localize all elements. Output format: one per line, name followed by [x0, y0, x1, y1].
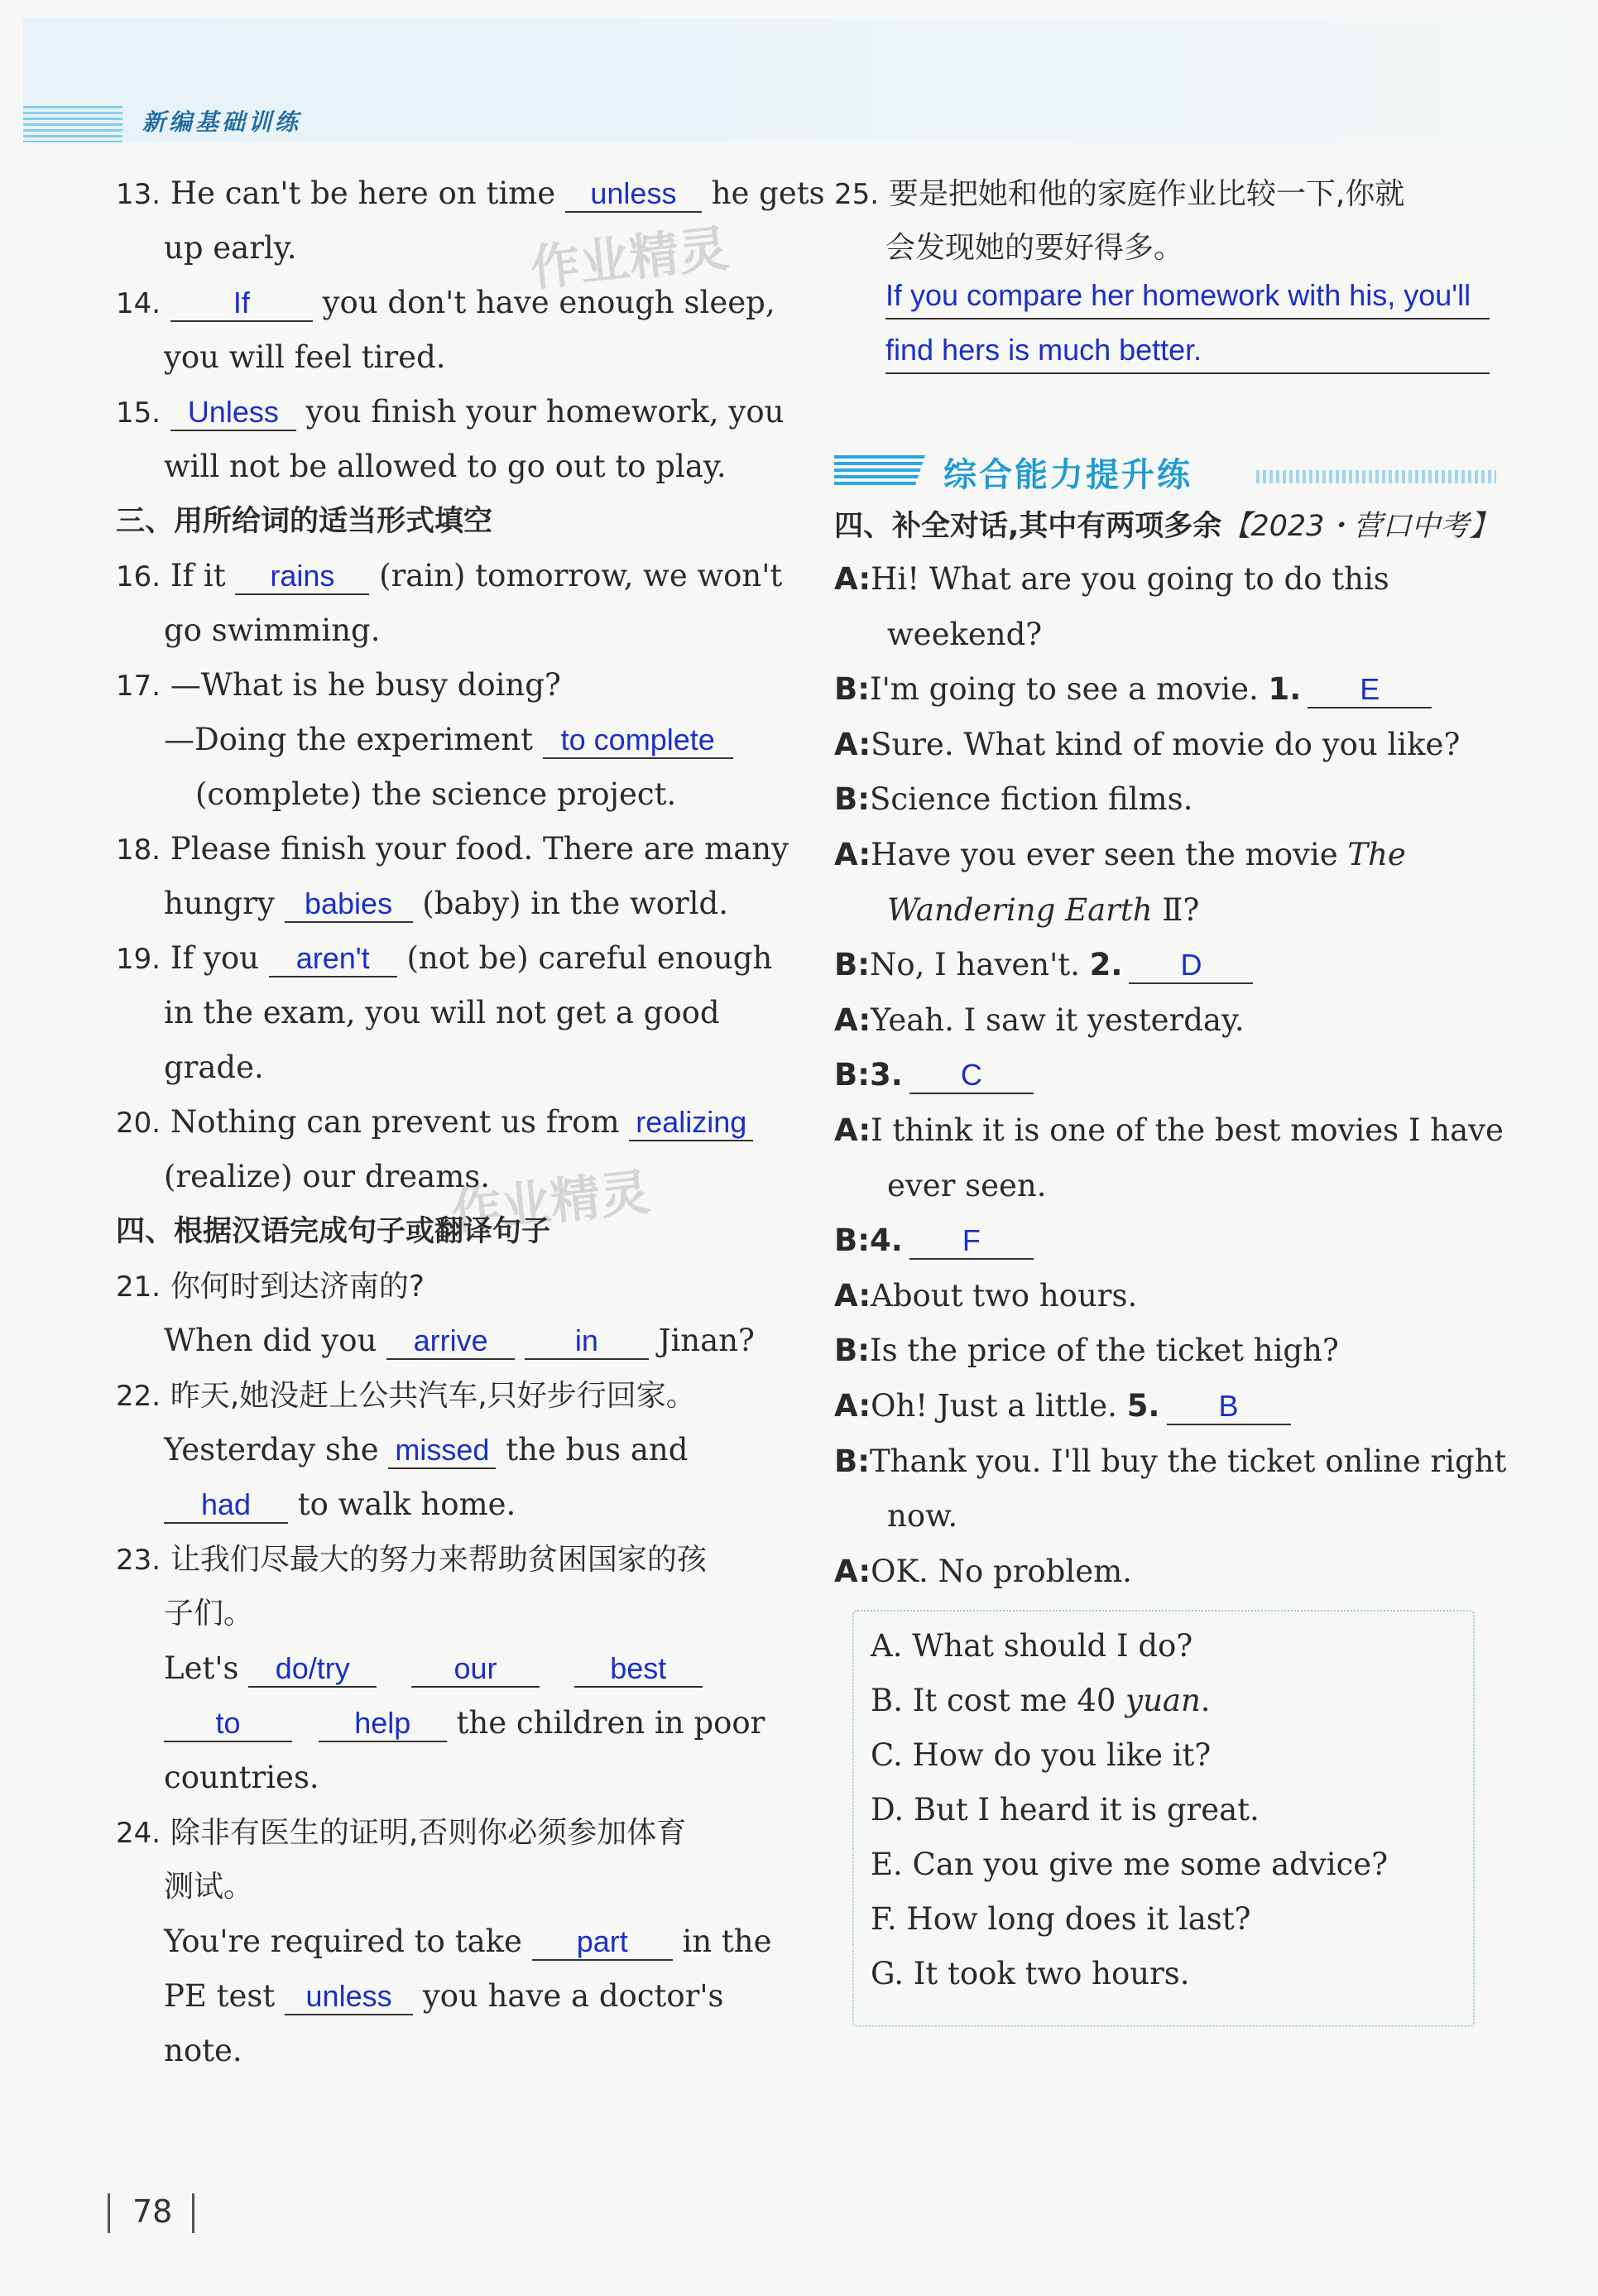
dialogue-line	[887, 1166, 1047, 1206]
answer-blank[interactable]: realizing	[629, 1105, 753, 1141]
answer-line[interactable]: If you compare her homework with his, you'll	[885, 273, 1490, 319]
blank-number: 4.	[870, 1222, 903, 1258]
option-c: C. How do you like it?	[871, 1737, 1212, 1773]
question-24-line3: You're required to take part in the	[164, 1924, 772, 1959]
option-a: A. What should I do?	[871, 1628, 1193, 1664]
dialogue-line	[887, 615, 1042, 655]
question-18-line2: hungry babies (baby) in the world.	[164, 886, 728, 921]
answer-blank[interactable]: C	[909, 1058, 1034, 1094]
dialogue-text: Have you ever seen the movie	[871, 837, 1348, 872]
option-g: G. It took two hours.	[871, 1956, 1190, 1991]
speaker-label: A:	[834, 837, 871, 872]
question-text: you will feel tired.	[164, 339, 446, 375]
question-14: 14. If you don't have enough sleep,	[116, 285, 775, 320]
question-23-line4: to help the children in poor	[164, 1703, 765, 1743]
answer-blank[interactable]: in	[525, 1323, 649, 1360]
dialogue-line	[834, 670, 1432, 709]
option-b: B. It cost me 40 yuan.	[871, 1683, 1211, 1718]
answer-blank[interactable]: unless	[285, 1979, 413, 2015]
speaker-label: B:	[834, 1222, 870, 1258]
answer-blank[interactable]: rains	[235, 559, 369, 595]
speaker-label: A:	[834, 1554, 871, 1589]
page-number-bar	[192, 2193, 194, 2233]
question-17-line2: —Doing the experiment to complete	[164, 720, 733, 760]
speaker-label: A:	[834, 1112, 871, 1148]
question-24-line4: PE test unless you have a doctor's	[164, 1978, 724, 2014]
banner-icon	[834, 455, 925, 488]
blank-number: 5.	[1126, 1388, 1160, 1424]
dialogue-line	[887, 891, 1199, 930]
dialogue-text: now.	[887, 1498, 958, 1534]
blank-number: 3.	[870, 1057, 903, 1093]
dialogue-text: Yeah. I saw it yesterday.	[871, 1002, 1245, 1038]
answer-blank[interactable]: F	[909, 1223, 1034, 1260]
dialogue-text: Sure. What kind of movie do you like?	[871, 727, 1461, 762]
question-20: 20. Nothing can prevent us from realizing	[116, 1102, 753, 1143]
watermark: 作业精灵	[449, 1163, 653, 1242]
speaker-label: B:	[834, 781, 870, 817]
dialogue-text: ever seen.	[887, 1168, 1047, 1203]
question-text: (complete) the science project.	[195, 776, 677, 812]
answer-blank[interactable]: to complete	[543, 723, 733, 759]
dialogue-text: About two hours.	[871, 1278, 1138, 1314]
blank-number: 2.	[1089, 947, 1123, 982]
section-banner	[834, 447, 1496, 493]
question-21-line2: When did you arrive in Jinan?	[164, 1323, 755, 1358]
banner-decoration	[1256, 470, 1496, 483]
speaker-label: A:	[834, 1002, 871, 1038]
dialogue-text: No, I haven't.	[870, 947, 1090, 982]
answer-blank[interactable]: babies	[285, 886, 413, 923]
dialogue-line	[834, 1276, 1137, 1316]
answer-blank[interactable]: aren't	[269, 941, 397, 977]
dialogue-text: Hi! What are you going to do this	[871, 561, 1389, 597]
answer-blank[interactable]: had	[164, 1487, 288, 1524]
dialogue-line	[834, 1221, 1034, 1261]
series-title: 新编基础训练	[142, 108, 302, 136]
dialogue-line	[834, 1386, 1291, 1426]
dialogue-line	[834, 725, 1460, 765]
answer-blank[interactable]: do/try	[248, 1651, 377, 1688]
answer-blank[interactable]: missed	[388, 1433, 496, 1469]
dialogue-line	[834, 1552, 1132, 1592]
question-text: note.	[164, 2033, 242, 2068]
answer-blank[interactable]: part	[532, 1924, 673, 1961]
speaker-label: A:	[834, 727, 871, 762]
watermark: 作业精灵	[527, 219, 732, 299]
dialogue-section-heading: 四、补全对话,其中有两项多余【2023・营口中考】	[834, 510, 1499, 543]
answer-blank[interactable]: unless	[565, 176, 702, 213]
page-number-bar	[108, 2193, 110, 2233]
dialogue-line	[834, 835, 1406, 875]
question-text: go swimming.	[164, 612, 381, 648]
dialogue-text: OK. No problem.	[871, 1554, 1132, 1589]
answer-blank[interactable]: If	[170, 286, 313, 322]
dialogue-line	[834, 780, 1193, 819]
question-19: 19. If you aren't (not be) careful enough	[116, 940, 773, 976]
dialogue-text: Ⅱ?	[1162, 892, 1200, 928]
dialogue-line	[834, 560, 1389, 599]
dialogue-line	[834, 945, 1253, 985]
question-17: 17. —What is he busy doing?	[116, 667, 561, 703]
option-e: E. Can you give me some advice?	[871, 1847, 1389, 1882]
answer-blank[interactable]: to	[164, 1706, 292, 1742]
answer-blank[interactable]: E	[1308, 672, 1432, 708]
section-heading: 四、根据汉语完成句子或翻译句子	[116, 1215, 551, 1248]
dialogue-text: Thank you. I'll buy the ticket online right	[870, 1443, 1507, 1479]
movie-title: The	[1347, 837, 1406, 872]
speaker-label: B:	[834, 671, 870, 707]
question-text: (realize) our dreams.	[164, 1159, 491, 1194]
question-24: 24. 除非有医生的证明,否则你必须参加体育	[116, 1816, 687, 1850]
dialogue-text: Oh! Just a little.	[871, 1388, 1127, 1424]
dialogue-line	[834, 1055, 1034, 1095]
question-text: up early.	[164, 230, 297, 266]
answer-blank[interactable]: B	[1167, 1389, 1291, 1425]
dialogue-line	[834, 1111, 1504, 1150]
question-22-line3: had to walk home.	[164, 1485, 516, 1525]
dialogue-line	[834, 1442, 1506, 1482]
question-13: 13. He can't be here on time unless he gets	[116, 175, 825, 211]
header-stripes	[23, 106, 122, 142]
question-22: 22. 昨天,她没赶上公共汽车,只好步行回家。	[116, 1379, 696, 1413]
speaker-label: B:	[834, 1333, 870, 1368]
answer-line[interactable]: find hers is much better.	[885, 328, 1490, 374]
question-23-line3: Let's do/try our best	[164, 1649, 703, 1688]
speaker-label: B:	[834, 1443, 870, 1479]
question-21: 21. 你何时到达济南的?	[116, 1270, 425, 1304]
speaker-label: A:	[834, 1278, 871, 1314]
section-heading: 三、用所给词的适当形式填空	[116, 505, 493, 538]
dialogue-text: I think it is one of the best movies I have	[871, 1112, 1504, 1148]
movie-title: Wandering Earth	[887, 892, 1163, 928]
dialogue-text: I'm going to see a movie.	[870, 671, 1269, 707]
question-16: 16. If it rains (rain) tomorrow, we won't	[116, 558, 783, 593]
answer-blank[interactable]: D	[1129, 948, 1253, 984]
option-f: F. How long does it last?	[871, 1901, 1251, 1937]
question-text: will not be allowed to go out to play.	[164, 449, 727, 484]
speaker-label: B:	[834, 947, 870, 982]
speaker-label: A:	[834, 1388, 871, 1424]
blank-number: 1.	[1268, 671, 1302, 707]
question-22-line2: Yesterday she missed the bus and	[164, 1432, 689, 1467]
answer-blank[interactable]: help	[319, 1706, 447, 1742]
question-15: 15. Unless you finish your homework, you	[116, 394, 785, 430]
question-text: 会发现她的要好得多。	[885, 231, 1184, 265]
options-box	[852, 1610, 1475, 2027]
answer-blank[interactable]: Unless	[170, 395, 296, 431]
question-23: 23. 让我们尽最大的努力来帮助贫困国家的孩	[116, 1543, 707, 1577]
speaker-label: B:	[834, 1057, 870, 1093]
question-text: in the exam, you will not get a good	[164, 995, 720, 1030]
answer-blank[interactable]: arrive	[386, 1323, 515, 1360]
answer-blank[interactable]: best	[574, 1651, 703, 1688]
answer-blank[interactable]: our	[411, 1651, 540, 1688]
option-d: D. But I heard it is great.	[871, 1792, 1260, 1828]
question-25: 25. 要是把她和他的家庭作业比较一下,你就	[834, 177, 1405, 211]
question-text: grade.	[164, 1050, 264, 1085]
question-text: 子们。	[164, 1597, 254, 1631]
dialogue-text: Is the price of the ticket high?	[870, 1333, 1339, 1368]
question-text: countries.	[164, 1760, 319, 1795]
dialogue-line	[834, 1331, 1339, 1371]
dialogue-text: Science fiction films.	[870, 781, 1193, 817]
speaker-label: A:	[834, 561, 871, 597]
question-text: 测试。	[164, 1870, 254, 1904]
page-number: 78	[132, 2193, 173, 2230]
banner-title: 综合能力提升练	[943, 456, 1193, 494]
dialogue-line	[834, 1001, 1245, 1040]
dialogue-line	[887, 1496, 957, 1536]
question-18: 18. Please finish your food. There are many	[116, 831, 789, 867]
dialogue-text: weekend?	[887, 617, 1043, 652]
